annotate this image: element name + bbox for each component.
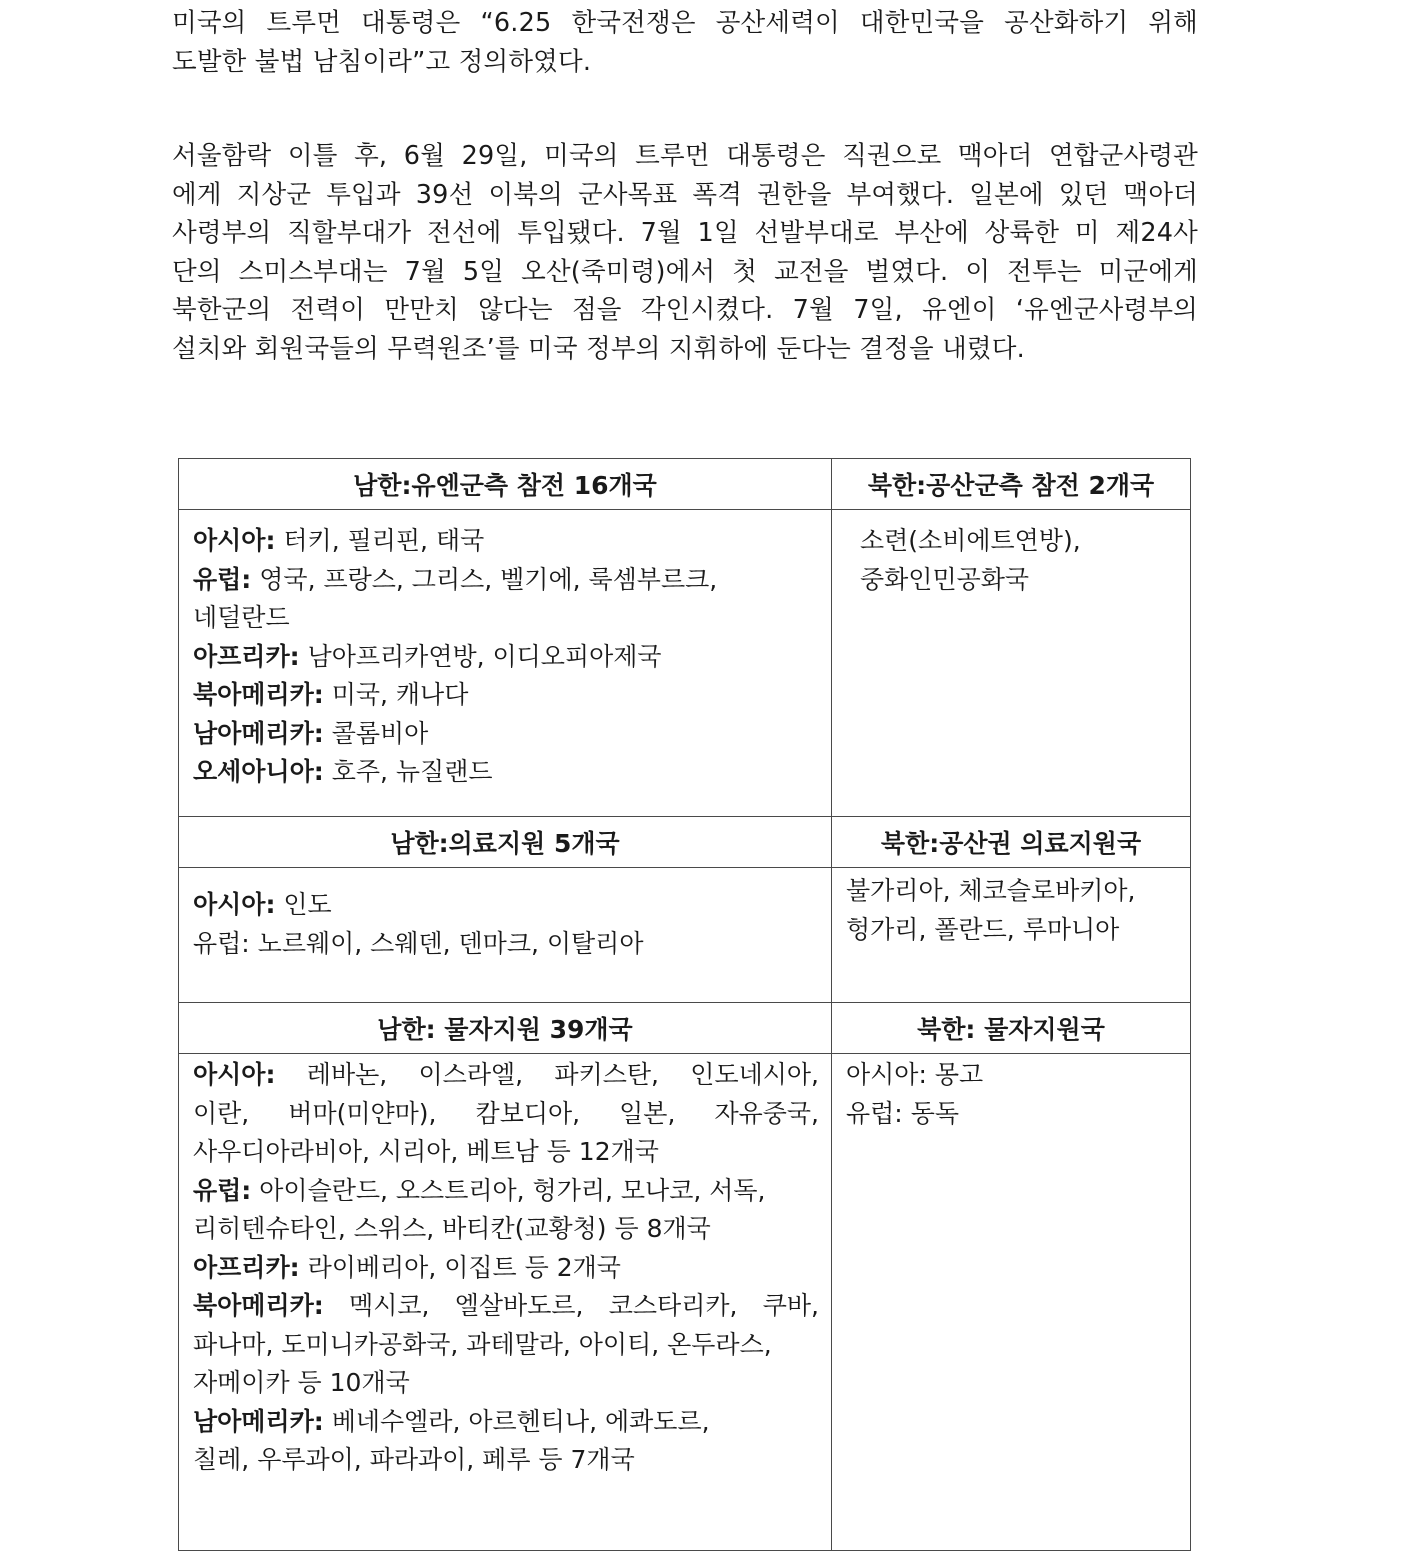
body-paragraph [172, 137, 1198, 368]
region-label: 아프리카: [193, 641, 300, 671]
region-line [193, 638, 819, 677]
north-combat-header: 북한:공산군측 참전 2개국 [832, 459, 1191, 510]
table-header-row [179, 459, 1191, 510]
region-label: 북아메리카: [193, 680, 324, 709]
region-line [193, 1056, 819, 1095]
region-label: 유럽: [193, 564, 252, 594]
table-row [179, 868, 1191, 1003]
region-line [193, 753, 819, 792]
region-line [846, 1095, 1180, 1134]
country-list: 베네수엘라, 아르헨티나, 에콰도르, [331, 1406, 710, 1436]
region-label: 아시아: [846, 1060, 927, 1089]
country-list: 라이베리아, 이집트 등 2개국 [307, 1252, 621, 1282]
north-material-header: 북한: 물자지원국 [832, 1003, 1191, 1054]
country-list: 노르웨이, 스웨덴, 덴마크, 이탈리아 [257, 928, 644, 958]
south-combat-header: 남한:유엔군측 참전 16개국 [179, 459, 832, 510]
country-list: 네덜란드 [193, 603, 290, 632]
country-list: 터키, 필리핀, 태국 [283, 526, 485, 555]
table-header-row [179, 1003, 1191, 1054]
region-label: 남아메리카: [193, 1406, 324, 1436]
country-list: 호주, 뉴질랜드 [331, 757, 493, 786]
country-list: 영국, 프랑스, 그리스, 벨기에, 룩셈부르크, [259, 564, 718, 594]
paragraph-line: 미국의 트루먼 대통령은 “6.25 한국전쟁은 공산세력이 대한민국을 공산화하기 위해 [172, 8, 1198, 38]
region-line [193, 886, 819, 925]
region-label: 아시아: [193, 526, 276, 555]
north-combat-cell [832, 510, 1191, 817]
country-list: 사우디아라비아, 시리아, 베트남 등 12개국 [193, 1137, 659, 1166]
region-line [193, 561, 819, 600]
north-medical-header: 북한:공산권 의료지원국 [832, 817, 1191, 868]
region-label: 아시아: [193, 1060, 276, 1089]
region-label: 북아메리카: [193, 1291, 324, 1320]
south-medical-cell [179, 868, 832, 1003]
north-medical-cell [832, 868, 1191, 1003]
country-list: 리히텐슈타인, 스위스, 바티칸(교황청) 등 8개국 [193, 1214, 711, 1243]
south-medical-header: 남한:의료지원 5개국 [179, 817, 832, 868]
region-line [193, 1249, 819, 1288]
region-label: 유럽: [193, 1175, 252, 1205]
region-line [193, 522, 819, 561]
region-line [193, 925, 819, 964]
north-material-cell [832, 1054, 1191, 1551]
intro-paragraph [172, 4, 1198, 81]
region-line [193, 1287, 819, 1326]
paragraph-line: 도발한 불법 남침이라”고 정의하였다. [172, 46, 592, 77]
country-list: 이란, 버마(미얀마), 캄보디아, 일본, 자유중국, [193, 1098, 819, 1128]
country-list: 동독 [910, 1098, 959, 1128]
paragraph-line: 단의 스미스부대는 7월 5일 오산(죽미령)에서 첫 교전을 벌였다. 이 전투는 미군에게 [172, 256, 1198, 287]
paragraph-line: 사령부의 직할부대가 전선에 투입됐다. 7월 1일 선발부대로 부산에 상륙한 미 제24사 [172, 218, 1198, 248]
table-row [179, 1054, 1191, 1551]
country-list: 칠레, 우루과이, 파라과이, 페루 등 7개국 [193, 1445, 635, 1474]
region-line [193, 1403, 819, 1442]
paragraph-line: 북한군의 전력이 만만치 않다는 점을 각인시켰다. 7월 7일, 유엔이 ‘유엔군사령부의 [172, 295, 1198, 325]
south-combat-cell [179, 510, 832, 817]
paragraph-line: 에게 지상군 투입과 39선 이북의 군사목표 폭격 권한을 부여했다. 일본에 있던 맥아더 [172, 179, 1198, 210]
south-material-header: 남한: 물자지원 39개국 [179, 1003, 832, 1054]
region-line [193, 715, 819, 754]
region-line [193, 1172, 819, 1211]
country-list: 중화인민공화국 [860, 564, 1030, 594]
region-label: 남아메리카: [193, 718, 324, 748]
country-list: 멕시코, 엘살바도르, 코스타리카, 쿠바, [349, 1291, 819, 1320]
south-material-cell [179, 1054, 832, 1551]
paragraph-line: 서울함락 이틀 후, 6월 29일, 미국의 트루먼 대통령은 직권으로 맥아더 연합군사령관 [172, 141, 1198, 171]
region-label: 유럽: [193, 928, 250, 958]
country-list: 소련(소비에트연방), [860, 526, 1081, 555]
region-line [846, 1056, 1180, 1095]
region-label: 오세아니아: [193, 757, 324, 786]
country-list: 파나마, 도미니카공화국, 과테말라, 아이티, 온두라스, [193, 1329, 772, 1359]
paragraph-line: 설치와 회원국들의 무력원조’를 미국 정부의 지휘하에 둔다는 결정을 내렸다. [172, 333, 1025, 364]
region-label: 아프리카: [193, 1252, 300, 1282]
country-list: 자메이카 등 10개국 [193, 1368, 410, 1397]
country-list: 인도 [283, 890, 332, 919]
region-label: 유럽: [846, 1098, 903, 1128]
support-countries-table [178, 458, 1191, 1551]
country-list: 몽고 [934, 1060, 984, 1089]
country-list: 헝가리, 폴란드, 루마니아 [846, 914, 1120, 944]
country-list: 남아프리카연방, 이디오피아제국 [307, 641, 662, 671]
region-line [193, 676, 819, 715]
country-list: 레바논, 이스라엘, 파키스탄, 인도네시아, [306, 1060, 819, 1089]
country-list: 콜롬비아 [331, 718, 429, 748]
country-list: 아이슬란드, 오스트리아, 헝가리, 모나코, 서독, [259, 1175, 766, 1205]
country-list: 미국, 캐나다 [331, 680, 469, 709]
table-header-row [179, 817, 1191, 868]
table-row [179, 510, 1191, 817]
region-label: 아시아: [193, 890, 276, 919]
country-list: 불가리아, 체코슬로바키아, [846, 876, 1136, 905]
